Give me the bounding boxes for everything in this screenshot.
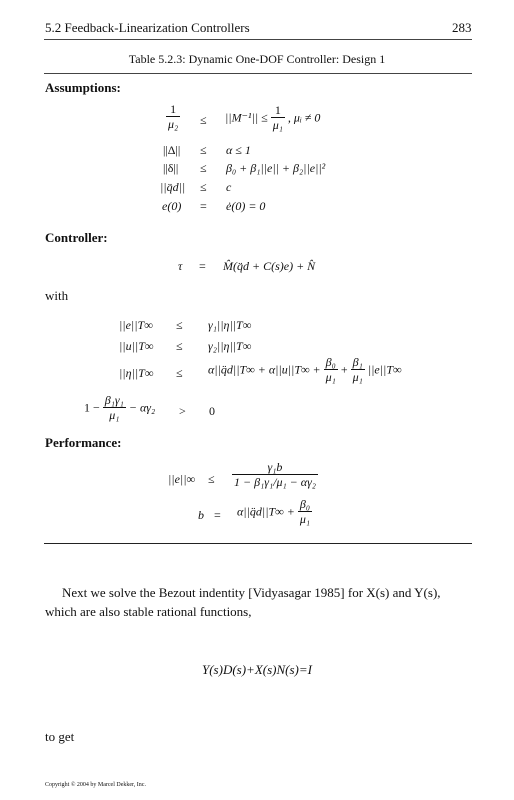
fraction [324, 355, 338, 385]
condition: , μᵢ ≠ 0 [287, 110, 321, 125]
with-row-4-relation: > [179, 404, 186, 418]
numerator: β₁γ₁ [104, 393, 124, 407]
header-rule [44, 39, 472, 40]
with-row-3-lhs: ||η||T∞ [119, 366, 154, 380]
numerator: 1 [166, 102, 180, 117]
with-row-1-relation: ≤ [176, 318, 183, 332]
with-row-1-lhs: ||e||T∞ [119, 318, 153, 332]
performance-row-2-relation: = [214, 508, 221, 522]
table-bottom-rule [44, 543, 472, 544]
performance-heading: Performance: [45, 435, 122, 450]
with-label: with [45, 288, 69, 303]
with-row-4-rhs: 0 [209, 404, 215, 418]
page-number: 283 [452, 20, 472, 35]
denominator: μ₁ [109, 408, 120, 423]
denominator: μ₁ [325, 370, 336, 385]
assumption-row-2-relation: ≤ [200, 143, 207, 157]
denominator: μ₁ [272, 118, 283, 133]
plus-sign: + [340, 362, 348, 377]
performance-row-1-lhs: ||e||∞ [168, 472, 196, 486]
performance-row-2-rhs [237, 497, 312, 527]
error-norm: ||e||T∞ [367, 362, 402, 377]
with-row-4-lhs [84, 393, 155, 423]
assumption-row-3-lhs: ||δ|| [163, 161, 179, 175]
assumption-row-4-lhs: ||q̈d|| [160, 180, 186, 194]
fraction [103, 393, 126, 423]
assumption-row-1-relation: ≤ [200, 113, 207, 127]
denominator: μ₁ [352, 370, 363, 385]
denominator: 1 − β₁γ₁/μ₁ − αγ₂ [234, 475, 316, 490]
assumption-row-5-lhs: e(0) [162, 199, 182, 213]
performance-row-2-lhs: b [198, 508, 204, 522]
with-row-2-lhs: ||u||T∞ [119, 339, 154, 353]
assumption-row-4-relation: ≤ [200, 180, 207, 194]
numerator: 1 [271, 103, 285, 118]
numerator: γ₁b [232, 460, 318, 475]
controller-heading: Controller: [45, 230, 108, 245]
assumption-row-2-lhs: ||Δ|| [163, 143, 181, 157]
assumption-row-5-relation: = [200, 199, 207, 213]
rhs-terms: α||q̈d||T∞ + α||u||T∞ + [208, 362, 321, 377]
copyright-footer: Copyright © 2004 by Marcel Dekker, Inc. [45, 782, 146, 788]
with-row-2-relation: ≤ [176, 339, 183, 353]
paragraph-line-2: which are also stable rational functions, [45, 604, 252, 619]
fraction [351, 355, 365, 385]
one-minus: 1 − [84, 400, 100, 415]
numerator: β₀ [324, 355, 338, 370]
numerator: β₀ [298, 497, 312, 512]
inverse-mass-norm: ||M⁻¹|| ≤ [225, 110, 268, 125]
table-caption: Table 5.2.3: Dynamic One-DOF Controller: Design 1 [128, 52, 386, 66]
running-header-title: 5.2 Feedback-Linearization Controllers [45, 20, 250, 35]
assumptions-heading: Assumptions: [45, 80, 121, 95]
controller-relation: = [199, 259, 206, 273]
controller-rhs: M̂(q̈d + C(s)e) + N̂ [223, 259, 316, 273]
caption-rule [44, 73, 472, 74]
assumption-row-1-rhs [225, 103, 320, 133]
with-row-3-rhs [208, 355, 402, 385]
assumption-row-5-rhs: ė(0) = 0 [226, 199, 266, 213]
fraction [166, 102, 180, 132]
numerator: β₁ [351, 355, 365, 370]
performance-row-1-relation: ≤ [208, 472, 215, 486]
rhs-terms: α||q̈d||T∞ + [237, 504, 295, 519]
paragraph-line-1: Next we solve the Bezout indentity [Vidyasagar 1985] for X(s) and Y(s), [62, 585, 441, 600]
fraction [232, 460, 318, 490]
assumption-row-4-rhs: c [226, 180, 232, 194]
fraction [298, 497, 312, 527]
alpha-gamma-term: − αγ₂ [128, 400, 156, 415]
performance-row-1-rhs [232, 460, 318, 490]
assumption-row-3-rhs: β₀ + β₁||e|| + β₂||e||² [226, 161, 326, 175]
assumption-row-2-rhs: α ≤ 1 [226, 143, 251, 157]
with-row-2-rhs: γ₂||η||T∞ [208, 339, 252, 353]
assumption-row-3-relation: ≤ [200, 161, 207, 175]
to-get-text: to get [45, 729, 75, 744]
controller-lhs: τ [178, 259, 183, 273]
bezout-equation: Y(s)D(s)+X(s)N(s)=I [202, 662, 312, 677]
denominator: μ₁ [299, 512, 311, 527]
assumption-row-1-lhs [166, 102, 180, 132]
fraction [271, 103, 285, 133]
denominator: μ₂ [168, 117, 179, 132]
with-row-3-relation: ≤ [176, 366, 183, 380]
with-row-1-rhs: γ₁||η||T∞ [208, 318, 252, 332]
